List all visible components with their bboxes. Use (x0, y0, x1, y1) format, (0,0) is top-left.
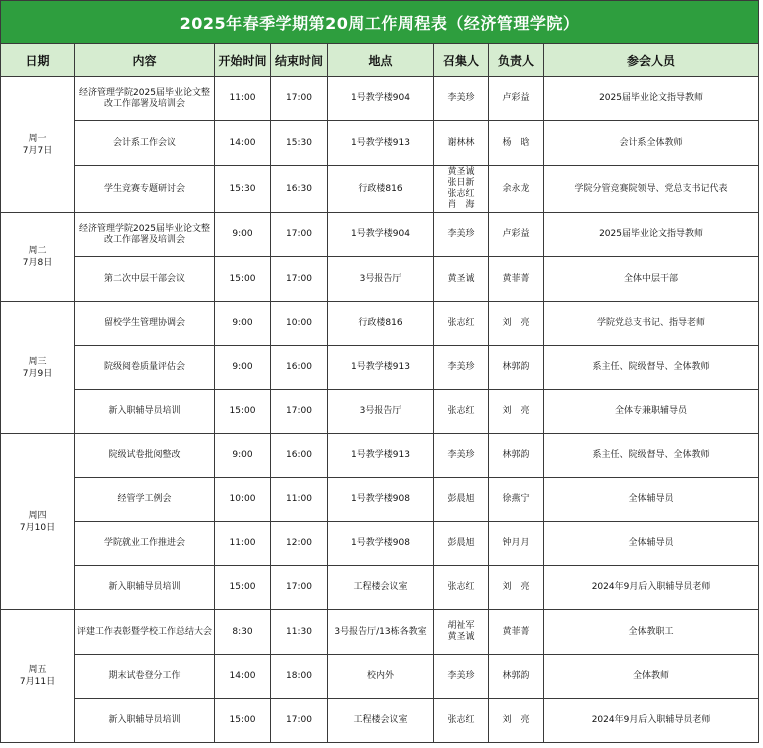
row-place: 1号教学楼913 (328, 121, 434, 166)
row-convener: 黄圣诚 (434, 257, 489, 302)
row-end-time: 17:00 (271, 257, 328, 302)
row-convener: 张志红 (434, 302, 489, 346)
table-row (1, 390, 759, 434)
header-attendees: 参会人员 (544, 44, 759, 77)
row-start-time: 15:30 (215, 166, 271, 213)
row-start-time: 8:30 (215, 610, 271, 655)
row-leader: 卢彩益 (489, 77, 544, 121)
row-start-time: 10:00 (215, 478, 271, 522)
row-end-time: 16:30 (271, 166, 328, 213)
row-attendees: 系主任、院级督导、全体教师 (544, 434, 759, 478)
table-row (1, 121, 759, 166)
row-end-time: 15:30 (271, 121, 328, 166)
row-start-time: 15:00 (215, 699, 271, 743)
header-date: 日期 (1, 44, 75, 77)
row-convener: 张志红 (434, 699, 489, 743)
day-date: 7月10日 (19, 522, 56, 533)
row-content: 院级阅卷质量评估会 (75, 346, 215, 390)
row-place: 3号报告厅 (328, 257, 434, 302)
row-leader: 杨 晗 (489, 121, 544, 166)
table-row (1, 655, 759, 699)
row-place: 行政楼816 (328, 166, 434, 213)
row-content: 经济管理学院2025届毕业论文整改工作部署及培训会 (75, 213, 215, 257)
row-convener: 李美珍 (434, 77, 489, 121)
row-end-time: 17:00 (271, 699, 328, 743)
row-convener: 张志红 (434, 566, 489, 610)
row-place: 1号教学楼913 (328, 346, 434, 390)
day-cell (1, 77, 75, 213)
row-leader: 钟月月 (489, 522, 544, 566)
row-content: 学生竞赛专题研讨会 (75, 166, 215, 213)
row-convener: 李美珍 (434, 434, 489, 478)
row-leader: 黄菲菁 (489, 610, 544, 655)
day-cell (1, 610, 75, 743)
day-label: 周四 (28, 510, 47, 521)
row-content: 会计系工作会议 (75, 121, 215, 166)
row-end-time: 16:00 (271, 434, 328, 478)
day-label: 周三 (28, 356, 47, 367)
row-attendees: 全体教职工 (544, 610, 759, 655)
row-content: 期末试卷登分工作 (75, 655, 215, 699)
row-attendees: 2025届毕业论文指导教师 (544, 213, 759, 257)
row-end-time: 17:00 (271, 213, 328, 257)
day-cell (1, 213, 75, 302)
table-row (1, 166, 759, 213)
row-end-time: 12:00 (271, 522, 328, 566)
table-row (1, 699, 759, 743)
row-leader: 林郭韵 (489, 346, 544, 390)
row-attendees: 全体中层干部 (544, 257, 759, 302)
day-date: 7月7日 (22, 145, 53, 156)
page-title: 2025年春季学期第20周工作周程表（经济管理学院） (1, 1, 759, 44)
row-end-time: 17:00 (271, 566, 328, 610)
row-place: 1号教学楼908 (328, 478, 434, 522)
header-place: 地点 (328, 44, 434, 77)
row-leader: 余永龙 (489, 166, 544, 213)
row-convener: 谢林林 (434, 121, 489, 166)
day-cell (1, 434, 75, 610)
row-convener: 胡祉军 黄圣诚 (434, 610, 489, 655)
row-start-time: 14:00 (215, 121, 271, 166)
row-convener: 李美珍 (434, 346, 489, 390)
row-end-time: 11:30 (271, 610, 328, 655)
row-end-time: 16:00 (271, 346, 328, 390)
row-content: 评建工作表彰暨学校工作总结大会 (75, 610, 215, 655)
row-place: 校内外 (328, 655, 434, 699)
row-content: 院级试卷批阅整改 (75, 434, 215, 478)
row-end-time: 10:00 (271, 302, 328, 346)
row-start-time: 11:00 (215, 522, 271, 566)
row-convener: 彭晨旭 (434, 522, 489, 566)
row-content: 学院就业工作推进会 (75, 522, 215, 566)
row-attendees: 全体辅导员 (544, 522, 759, 566)
row-content: 经管学工例会 (75, 478, 215, 522)
row-content: 新入职辅导员培训 (75, 699, 215, 743)
row-place: 1号教学楼908 (328, 522, 434, 566)
day-label: 周一 (28, 133, 47, 144)
row-start-time: 15:00 (215, 566, 271, 610)
header-end-time: 结束时间 (271, 44, 328, 77)
day-label: 周二 (28, 246, 47, 256)
table-row (1, 478, 759, 522)
row-attendees: 学院党总支书记、指导老师 (544, 302, 759, 346)
table-row (1, 302, 759, 346)
row-leader: 黄菲菁 (489, 257, 544, 302)
table-row (1, 434, 759, 478)
day-date: 7月11日 (19, 677, 56, 687)
row-place: 工程楼会议室 (328, 699, 434, 743)
row-end-time: 18:00 (271, 655, 328, 699)
row-convener: 张志红 (434, 390, 489, 434)
row-leader: 刘 亮 (489, 699, 544, 743)
row-end-time: 11:00 (271, 478, 328, 522)
header-leader: 负责人 (489, 44, 544, 77)
row-content: 留校学生管理协调会 (75, 302, 215, 346)
row-leader: 林郭韵 (489, 434, 544, 478)
day-date: 7月8日 (22, 258, 53, 268)
row-attendees: 2025届毕业论文指导教师 (544, 77, 759, 121)
row-content: 第二次中层干部会议 (75, 257, 215, 302)
row-place: 3号报告厅/13栋各教室 (328, 610, 434, 655)
row-attendees: 全体辅导员 (544, 478, 759, 522)
row-place: 1号教学楼904 (328, 213, 434, 257)
row-place: 1号教学楼913 (328, 434, 434, 478)
row-place: 1号教学楼904 (328, 77, 434, 121)
row-leader: 刘 亮 (489, 390, 544, 434)
row-content: 经济管理学院2025届毕业论文整改工作部署及培训会 (75, 77, 215, 121)
row-attendees: 全体专兼职辅导员 (544, 390, 759, 434)
row-attendees: 2024年9月后入职辅导员老师 (544, 566, 759, 610)
row-start-time: 9:00 (215, 346, 271, 390)
row-attendees: 会计系全体教师 (544, 121, 759, 166)
table-row (1, 213, 759, 257)
row-attendees: 学院分管竞赛院领导、党总支书记代表 (544, 166, 759, 213)
row-start-time: 15:00 (215, 257, 271, 302)
row-leader: 徐燕宁 (489, 478, 544, 522)
row-convener: 黄圣诚 张日新 张志红 肖 海 (434, 166, 489, 213)
header-start-time: 开始时间 (215, 44, 271, 77)
row-start-time: 9:00 (215, 213, 271, 257)
row-place: 工程楼会议室 (328, 566, 434, 610)
table-row (1, 77, 759, 121)
row-attendees: 系主任、院级督导、全体教师 (544, 346, 759, 390)
row-leader: 刘 亮 (489, 566, 544, 610)
table-row (1, 566, 759, 610)
row-convener: 李美珍 (434, 655, 489, 699)
row-content: 新入职辅导员培训 (75, 390, 215, 434)
table-row (1, 610, 759, 655)
row-start-time: 14:00 (215, 655, 271, 699)
row-end-time: 17:00 (271, 77, 328, 121)
header-convener: 召集人 (434, 44, 489, 77)
table-row (1, 346, 759, 390)
row-content: 新入职辅导员培训 (75, 566, 215, 610)
row-start-time: 9:00 (215, 434, 271, 478)
row-end-time: 17:00 (271, 390, 328, 434)
row-leader: 刘 亮 (489, 302, 544, 346)
schedule-body (1, 77, 759, 743)
table-row (1, 522, 759, 566)
table-row (1, 257, 759, 302)
row-leader: 卢彩益 (489, 213, 544, 257)
row-attendees: 2024年9月后入职辅导员老师 (544, 699, 759, 743)
row-place: 行政楼816 (328, 302, 434, 346)
day-label: 周五 (28, 665, 47, 675)
header-content: 内容 (75, 44, 215, 77)
row-convener: 李美珍 (434, 213, 489, 257)
row-start-time: 15:00 (215, 390, 271, 434)
day-cell (1, 302, 75, 434)
day-date: 7月9日 (22, 368, 53, 379)
row-start-time: 11:00 (215, 77, 271, 121)
row-place: 3号报告厅 (328, 390, 434, 434)
row-attendees: 全体教师 (544, 655, 759, 699)
row-convener: 彭晨旭 (434, 478, 489, 522)
row-leader: 林郭韵 (489, 655, 544, 699)
row-start-time: 9:00 (215, 302, 271, 346)
